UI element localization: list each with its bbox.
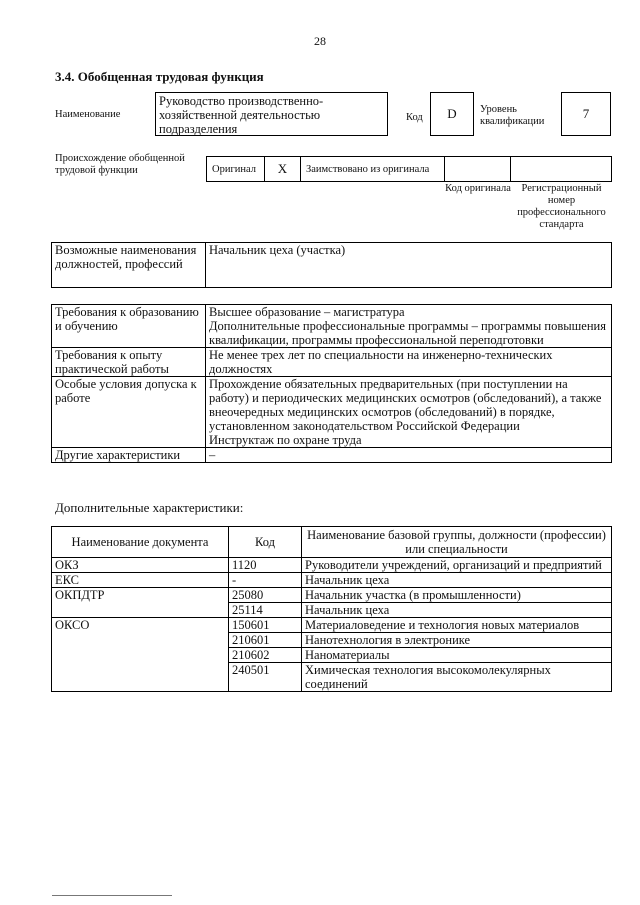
- requirement-label: Другие характеристики: [52, 448, 206, 463]
- original-code-cell: [445, 157, 511, 181]
- positions-label: Возможные наименования должностей, профессий: [52, 243, 206, 288]
- cell-code: 25114: [229, 603, 302, 618]
- requirement-value: Прохождение обязательных предварительных (при поступлении на работу) и периодических медицинских осмотров (обследований), а также внеочередных медицинских осмотров (обследований) в порядке, установленном законодательством Российской Федерации Инструктаж по охране труда: [206, 377, 612, 448]
- table-row: [52, 618, 612, 633]
- table-row: [52, 558, 612, 573]
- cell-name: Материаловедение и технология новых материалов: [302, 618, 612, 633]
- header-document: Наименование документа: [52, 527, 229, 558]
- table-row: [52, 573, 612, 588]
- requirement-value: Не менее трех лет по специальности на инженерно-технических должностях: [206, 348, 612, 377]
- requirement-label: Требования к опыту практической работы: [52, 348, 206, 377]
- table-row: [52, 633, 612, 648]
- origin-row: [206, 156, 612, 182]
- requirement-label: Требования к образованию и обучению: [52, 305, 206, 348]
- page-number: 28: [314, 34, 326, 48]
- positions-value: Начальник цеха (участка): [206, 243, 612, 288]
- cell-code: 25080: [229, 588, 302, 603]
- cell-doc: ОКПДТР: [52, 588, 229, 603]
- table-row: [52, 603, 612, 618]
- additional-table: [51, 526, 612, 692]
- footer-rule: [52, 895, 172, 896]
- cell-name: Начальник участка (в промышленности): [302, 588, 612, 603]
- requirement-row: [52, 448, 612, 463]
- requirement-value: Высшее образование – магистратура Дополнительные профессиональные программы – программы повышения квалификации, программы профессиональной переподготовки: [206, 305, 612, 348]
- cell-name: Наноматериалы: [302, 648, 612, 663]
- level-label: Уровень квалификации: [480, 104, 545, 127]
- header-name: Наименование базовой группы, должности (профессии) или специальности: [302, 527, 612, 558]
- original-mark: X: [265, 157, 301, 181]
- header-code: Код: [229, 527, 302, 558]
- requirement-row: [52, 377, 612, 448]
- registration-number-cell: [511, 157, 611, 181]
- code-caption: Код оригинала: [445, 183, 511, 194]
- name-label: Наименование: [55, 109, 121, 120]
- requirement-row: [52, 305, 612, 348]
- requirements-table: [51, 304, 612, 463]
- function-name-box: Руководство производственно-хозяйственной деятельностью подразделения: [155, 92, 388, 136]
- cell-doc: ЕКС: [52, 573, 229, 588]
- cell-doc: [52, 663, 229, 692]
- table-row: [52, 648, 612, 663]
- code-value-box: D: [430, 92, 474, 136]
- cell-code: 210602: [229, 648, 302, 663]
- cell-doc: [52, 633, 229, 648]
- original-label: Оригинал: [207, 157, 265, 181]
- code-label: Код: [406, 112, 423, 123]
- cell-name: Начальник цеха: [302, 603, 612, 618]
- cell-name: Химическая технология высокомолекулярных соединений: [302, 663, 612, 692]
- additional-title: Дополнительные характеристики:: [55, 500, 244, 515]
- borrowed-label: Заимствовано из оригинала: [301, 157, 445, 181]
- cell-doc: [52, 648, 229, 663]
- requirement-row: [52, 348, 612, 377]
- table-row: [52, 663, 612, 692]
- cell-code: 210601: [229, 633, 302, 648]
- cell-name: Начальник цеха: [302, 573, 612, 588]
- cell-doc: ОКСО: [52, 618, 229, 633]
- requirement-label: Особые условия допуска к работе: [52, 377, 206, 448]
- registration-caption: Регистрационный номер профессионального стандарта: [517, 183, 606, 230]
- requirement-value: –: [206, 448, 612, 463]
- positions-table: [51, 242, 612, 288]
- cell-code: 150601: [229, 618, 302, 633]
- cell-code: -: [229, 573, 302, 588]
- section-title: 3.4. Обобщенная трудовая функция: [55, 69, 264, 84]
- cell-name: Руководители учреждений, организаций и предприятий: [302, 558, 612, 573]
- cell-code: 1120: [229, 558, 302, 573]
- cell-doc: [52, 603, 229, 618]
- table-row: [52, 588, 612, 603]
- cell-name: Нанотехнология в электронике: [302, 633, 612, 648]
- level-value-box: 7: [561, 92, 611, 136]
- cell-doc: ОКЗ: [52, 558, 229, 573]
- cell-code: 240501: [229, 663, 302, 692]
- origin-label: Происхождение обобщенной трудовой функции: [55, 153, 185, 176]
